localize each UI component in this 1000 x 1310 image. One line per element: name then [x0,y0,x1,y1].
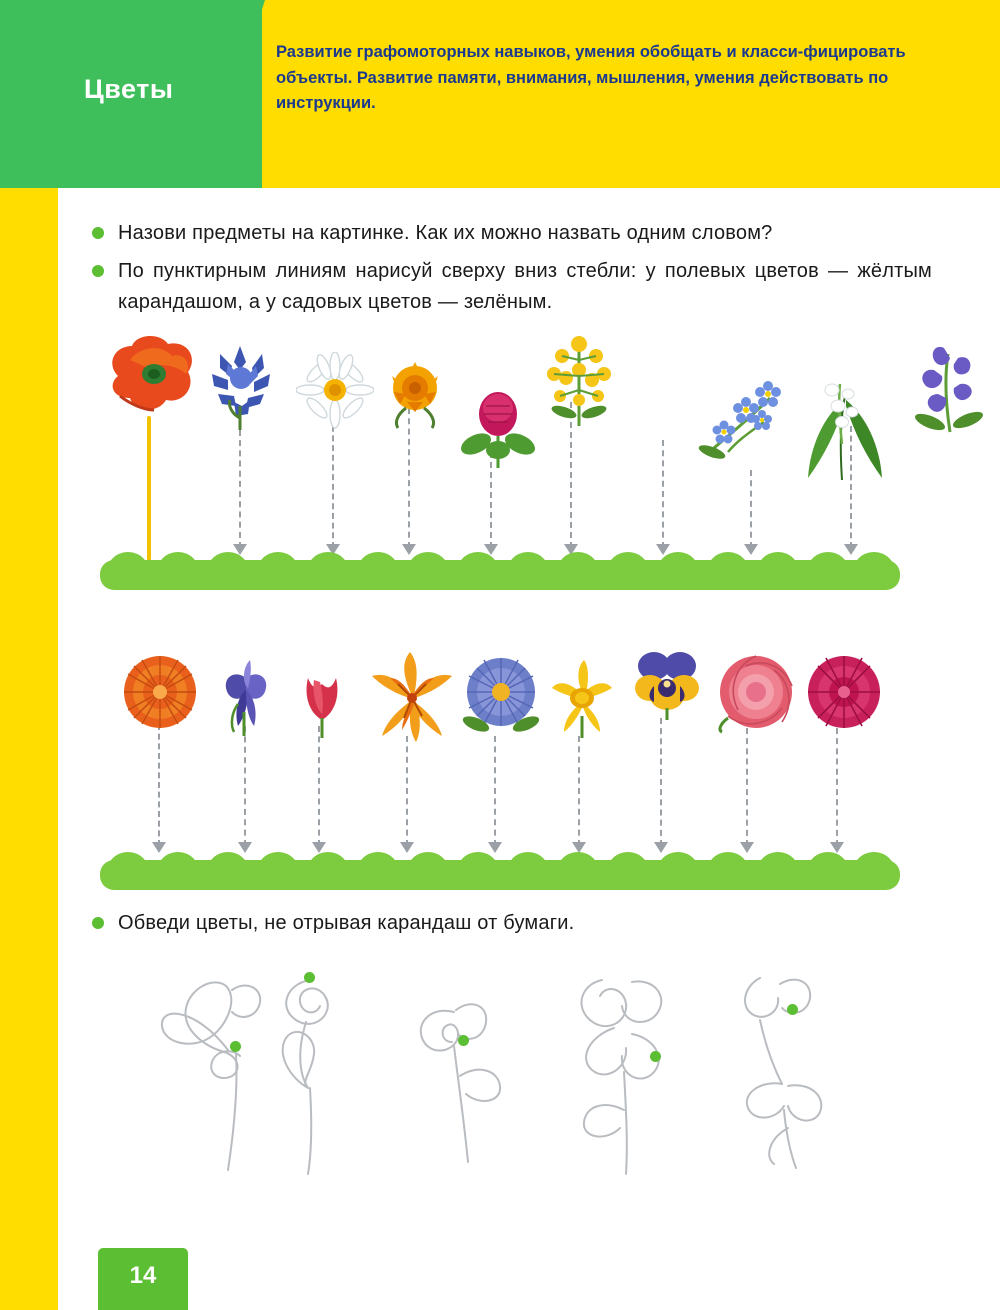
flower-dahlia [120,652,200,732]
start-dot [304,972,315,983]
flower-poppy [100,330,210,430]
stem-solid-poppy [147,416,151,564]
trace-flower-2 [283,980,328,1174]
ground-strip [100,560,900,590]
task-text: Назови предметы на картинке. Как их можно назвать одним словом? [118,222,773,244]
stem-dashed [750,470,752,548]
task-text: Обведи цветы, не отрывая карандаш от бумаги. [118,912,575,934]
task-item [92,256,932,318]
ground-strip [100,860,900,890]
flower-peony [800,652,888,734]
flower-cornflower [204,340,282,436]
stem-dashed [406,736,408,846]
bullet-icon [92,227,104,239]
task-item [92,908,932,939]
flower-chamomile [296,352,374,432]
stem-dashed [578,736,580,846]
task-item [92,218,932,249]
trace-flower-3 [421,1004,500,1162]
page-number: 14 [129,1262,157,1289]
stem-dashed [662,440,664,548]
trace-flower-1 [162,982,260,1170]
trace-flower-4 [581,980,661,1174]
stem-dashed [244,726,246,846]
flower-rose [712,652,800,734]
start-dot [787,1004,798,1015]
stem-dashed [746,728,748,846]
flower-marigold [382,358,448,434]
stem-dashed [836,728,838,846]
task-text: По пунктирным линиям нарисуй сверху вниз стебли: у полевых цветов — жёлтым карандашом, а у садовых цветов — зелёным. [118,260,932,313]
flower-forget-me-not [694,376,794,466]
bullet-icon [92,917,104,929]
flower-clover [458,388,538,472]
stem-dashed [318,726,320,846]
stem-dashed [660,718,662,846]
start-dot [458,1035,469,1046]
flower-lily [364,650,460,746]
trace-area [120,950,920,1190]
flower-st-johns-wort [536,330,622,440]
stem-dashed [332,416,334,548]
flower-lily-of-the-valley [780,360,910,490]
flower-aster [456,648,546,740]
start-dot [230,1041,241,1052]
flower-iris [208,656,284,740]
bullet-icon [92,265,104,277]
garden-flowers-row [100,640,912,890]
theme-title: Цветы [84,74,174,104]
trace-flower-5 [745,978,821,1168]
stem-dashed [494,736,496,846]
header-note: Развитие графомоторных навыков, умения обобщать и класси-фицировать объекты. Развитие памяти, внимания, мышления, умения действовать по инструкции. [276,43,906,113]
stem-dashed [239,430,241,548]
stem-dashed [158,724,160,846]
flower-pansy [634,646,700,722]
wild-flowers-row [100,330,912,590]
flower-narcissus [544,658,620,740]
flower-tulip [294,660,350,740]
flower-bluebell [900,336,996,442]
start-dot [650,1051,661,1062]
